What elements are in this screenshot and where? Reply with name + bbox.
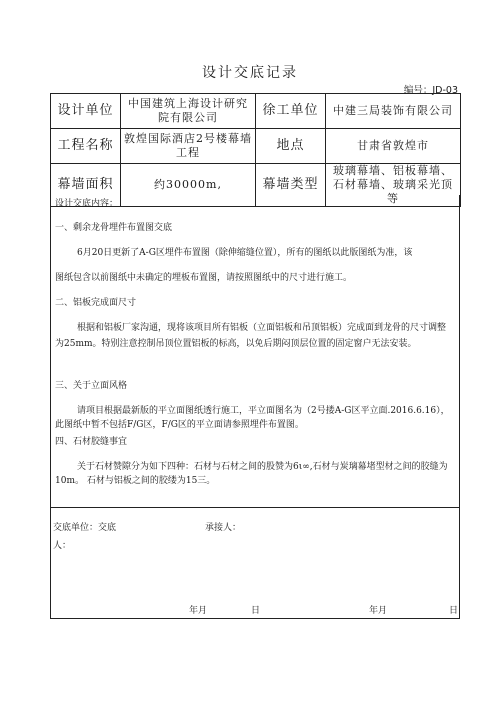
receiver-date-day: 日: [449, 606, 459, 616]
project-name-value: 敦煌国际酒店2号楼幕墙工程: [121, 129, 256, 164]
curtain-area-value: 约30000m,: [121, 164, 256, 207]
location-label: 地点: [256, 129, 326, 164]
section-4-paragraph: 关于石材赞隙分为如下四种：石材与石材之间的股赞为6ι∞,石材与炭璃幕堵型材之间的胶缝为10m。 石材与铝板之间的胶缕为15三。: [55, 462, 448, 486]
document-number: 编号：JD-03: [403, 85, 458, 96]
handover-unit-label: 交底单位：交底: [53, 523, 117, 533]
section-3-paragraph: 请项目根据最新版的平立面图纸透行施工，平立面图名为（2号搂A-G区平立面.2016.6.16），此图纸中暂不包括F/G区，F/G区的平立面请参照埋件布置图。: [55, 406, 450, 430]
section-1-paragraph-2: 图纸包含以前图纸中未确定的埋板布置图，请按照图纸中的尺寸进行施工。: [55, 273, 353, 283]
content-box: [50, 195, 460, 508]
curtain-type-label: 幕墙类型: [256, 164, 326, 207]
project-name-label: 工程名称: [51, 129, 121, 164]
handover-date-day: 日: [251, 606, 261, 616]
curtain-type-value: 玻璃幕墙、铝板幕墙、石材幕墙、玻璃采光顶等: [326, 164, 461, 207]
signature-box: [50, 507, 460, 619]
handover-person-label: 人：: [53, 541, 72, 551]
document-title: 设计交底记录: [202, 65, 298, 81]
section-3-title: 三、关于立面风格: [55, 381, 128, 391]
construction-unit-value: 中建三局装饰有限公司: [326, 94, 461, 129]
section-1-paragraph-1: 6月20日更新了A-G区埋件布置图（除伸缩缝位置），所有的图纸以此版图纸为准，该: [77, 248, 413, 258]
curtain-area-label: 幕墙面积: [51, 164, 121, 207]
location-value: 甘肃省敦煌市: [326, 129, 461, 164]
receiver-date-year-month: 年月: [369, 606, 388, 616]
section-2-title: 二、铝板完成面尺寸: [55, 298, 137, 308]
section-2-paragraph: 根据和铝板厂家沟通，现将该项目所有铝板（立面铝板和吊顶铝板）完成面到龙骨的尺寸调整为25mm。特别注意控制吊顶位置铝板的标高，以免后期闷顶层位置的固定窗户无法安装。: [55, 323, 447, 349]
handover-date-year-month: 年月: [189, 606, 208, 616]
content-heading: 设计交底内容：: [55, 199, 119, 209]
design-unit-value: 中国建筑上海设计研究院有限公司: [121, 94, 256, 129]
receiver-label: 承接人：: [205, 523, 242, 533]
section-1-title: 一、剩余龙骨埋件布置图交底: [55, 223, 173, 233]
section-4-title: 四、石材胶缝事宜: [55, 437, 128, 447]
construction-unit-label: 徐工单位: [256, 94, 326, 129]
design-unit-label: 设计单位: [51, 94, 121, 129]
header-table: [50, 93, 461, 207]
